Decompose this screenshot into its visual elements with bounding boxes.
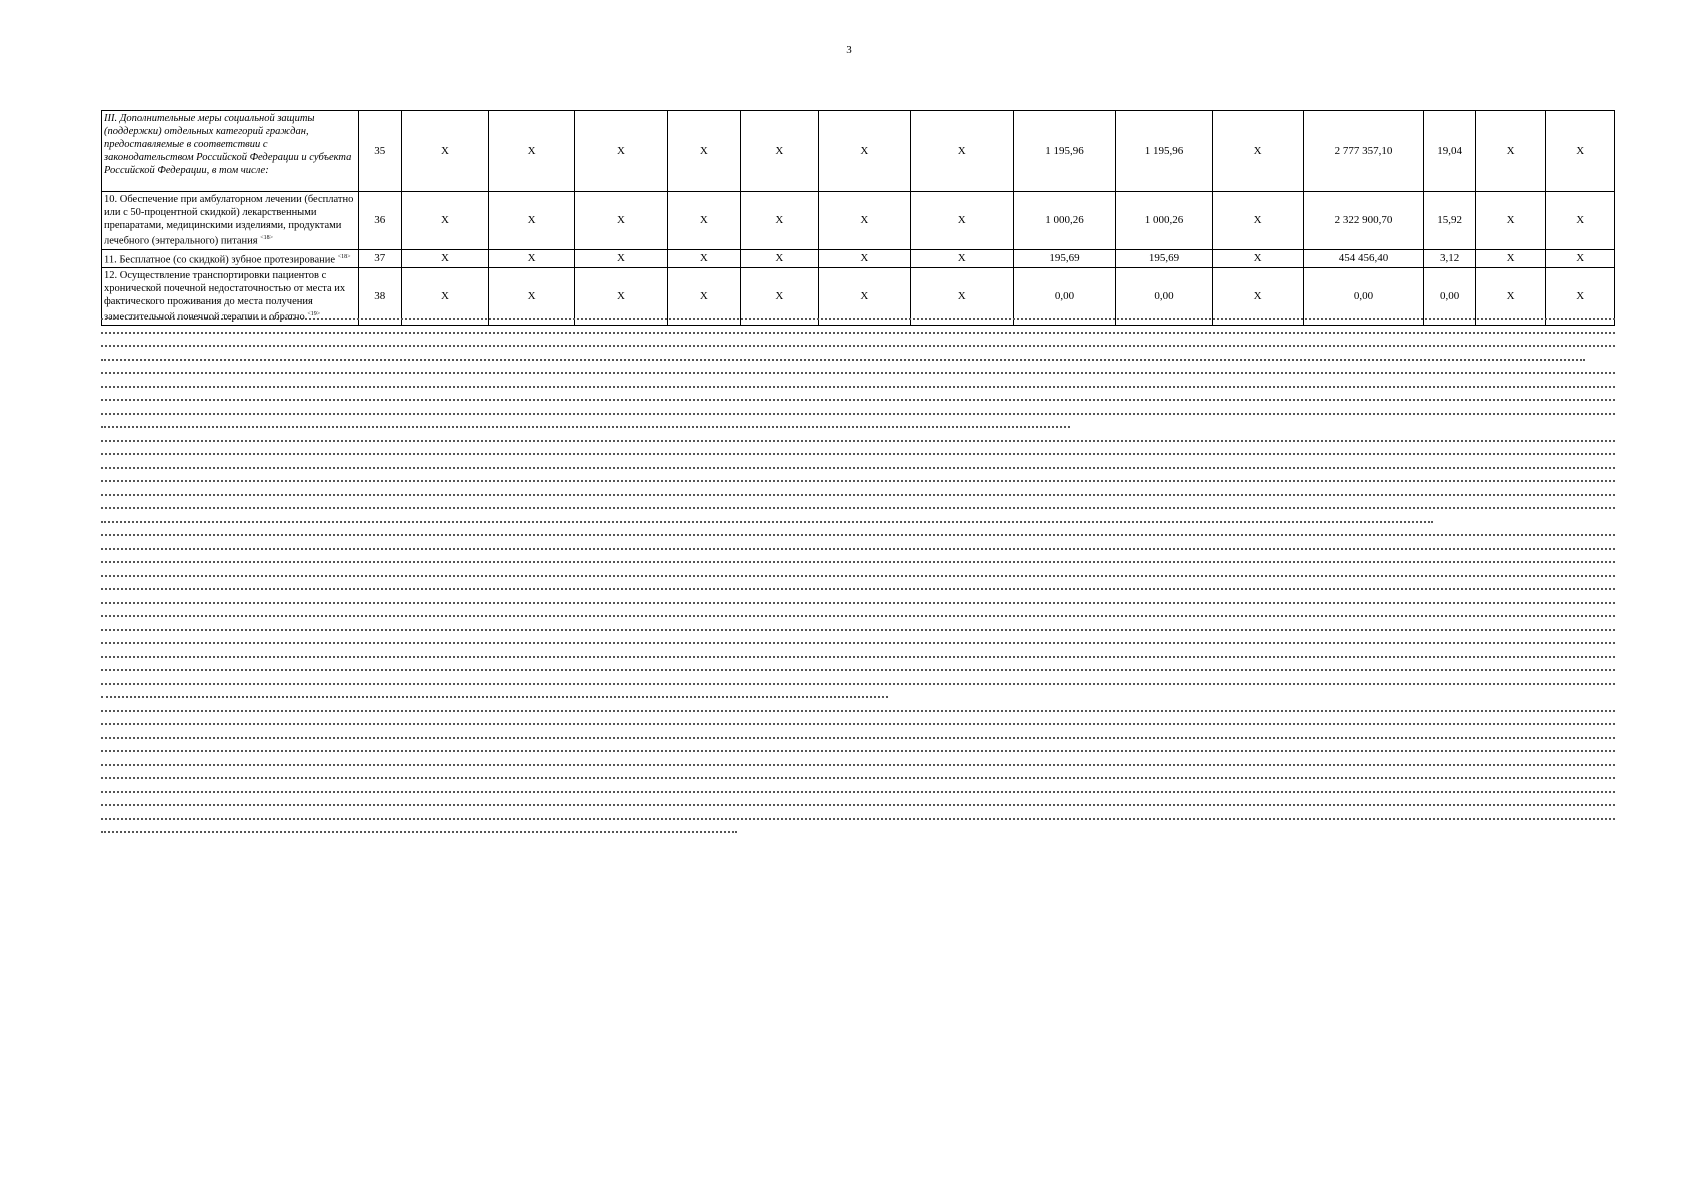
unreadable-text-line	[101, 764, 1615, 773]
unreadable-text-line	[101, 426, 1070, 435]
cell: 15,92	[1424, 192, 1475, 250]
row-label	[102, 249, 359, 268]
data-table	[101, 110, 1615, 326]
cell: X	[1475, 268, 1546, 326]
unreadable-text-line	[101, 818, 1615, 827]
row-label-text: 11. Бесплатное (со скидкой) зубное протезирование	[104, 254, 336, 265]
unreadable-text-line	[101, 737, 1615, 746]
unreadable-text-line	[101, 480, 1615, 489]
cell: 195,69	[1013, 249, 1116, 268]
unreadable-text-line	[101, 467, 1615, 476]
cell: X	[668, 268, 741, 326]
cell: X	[489, 192, 575, 250]
cell: X	[818, 268, 910, 326]
unreadable-text-line	[101, 750, 1615, 759]
unreadable-text-line	[101, 453, 1615, 462]
unreadable-text-line	[101, 723, 1615, 732]
row-label: III. Дополнительные меры социальной защиты (поддержки) отдельных категорий граждан, предоставляемые в соответствии с законодательством Российской Федерации и субъекта Российской Федерации, в том числе:	[102, 111, 359, 192]
unreadable-text-line	[101, 332, 1615, 341]
footnote	[101, 818, 1615, 841]
unreadable-text-line	[101, 777, 1615, 786]
cell: X	[740, 249, 818, 268]
unreadable-text-line	[101, 804, 1615, 813]
footnote-ref: <18>	[260, 235, 273, 241]
unreadable-text-line	[101, 669, 1615, 678]
page-number: 3	[846, 44, 852, 56]
cell: X	[1475, 249, 1546, 268]
cell: 3,12	[1424, 249, 1475, 268]
unreadable-text-line	[101, 440, 1615, 449]
cell: X	[574, 268, 667, 326]
cell: X	[1546, 192, 1615, 250]
cell: X	[1212, 249, 1303, 268]
cell: X	[1212, 111, 1303, 192]
cell: X	[1475, 111, 1546, 192]
cell: 195,69	[1116, 249, 1212, 268]
footnote	[101, 737, 1615, 787]
cell: 1 000,26	[1116, 192, 1212, 250]
cell: X	[1212, 192, 1303, 250]
cell: X	[574, 249, 667, 268]
cell: X	[489, 268, 575, 326]
cell: X	[574, 111, 667, 192]
table-row	[102, 111, 1615, 192]
cell: X	[818, 249, 910, 268]
cell: X	[668, 111, 741, 192]
footnote	[101, 669, 1615, 705]
unreadable-text-line	[101, 629, 1615, 638]
cell: 0,00	[1424, 268, 1475, 326]
unreadable-text-line	[101, 575, 1615, 584]
cell: X	[401, 268, 489, 326]
cell: 454 456,40	[1303, 249, 1424, 268]
cell: X	[489, 111, 575, 192]
row-label-text: 10. Обеспечение при амбулаторном лечении (бесплатно или с 50-процентной скидкой) лекарственными препаратами, медицинскими изделиями, продуктами лечебного (энтерального) питания	[104, 194, 354, 247]
cell: X	[910, 249, 1013, 268]
unreadable-text-line	[101, 696, 888, 705]
cell: 1 195,96	[1013, 111, 1116, 192]
cell: X	[1546, 249, 1615, 268]
cell: 38	[358, 268, 401, 326]
unreadable-text-line	[101, 710, 1615, 719]
unreadable-text-line	[101, 507, 1615, 516]
cell: 19,04	[1424, 111, 1475, 192]
footnote-ref: <19>	[307, 311, 321, 317]
unreadable-text-line	[101, 642, 1615, 651]
footnote	[101, 440, 1615, 557]
unreadable-text-line	[101, 615, 1615, 624]
cell: X	[1212, 268, 1303, 326]
row-label	[102, 268, 359, 326]
footnote	[101, 710, 1615, 733]
unreadable-text-line	[101, 683, 1615, 692]
cell: X	[668, 192, 741, 250]
cell: X	[668, 249, 741, 268]
unreadable-text-line	[101, 602, 1615, 611]
cell: X	[740, 111, 818, 192]
unreadable-text-line	[101, 521, 1433, 530]
cell: 37	[358, 249, 401, 268]
cell: 0,00	[1116, 268, 1212, 326]
table-row	[102, 268, 1615, 326]
unreadable-text-line	[101, 372, 1615, 381]
unreadable-text-line	[101, 386, 1615, 395]
cell: X	[489, 249, 575, 268]
cell: 36	[358, 192, 401, 250]
cell: X	[910, 192, 1013, 250]
footnote	[101, 791, 1615, 814]
cell: X	[740, 192, 818, 250]
cell: X	[910, 111, 1013, 192]
unreadable-text-line	[101, 588, 1615, 597]
cell: X	[401, 111, 489, 192]
cell: 0,00	[1013, 268, 1116, 326]
footnote	[101, 615, 1615, 665]
unreadable-text-line	[101, 548, 1615, 557]
table-row	[102, 192, 1615, 250]
cell: 35	[358, 111, 401, 192]
cell: 2 322 900,70	[1303, 192, 1424, 250]
cell: X	[1546, 111, 1615, 192]
unreadable-text-line	[101, 494, 1615, 503]
cell: X	[818, 192, 910, 250]
unreadable-text-line	[101, 791, 1615, 800]
unreadable-text-line	[101, 561, 1615, 570]
cell: 1 000,26	[1013, 192, 1116, 250]
unreadable-text-line	[101, 656, 1615, 665]
row-label-text: 12. Осуществление транспортировки пациентов с хронической почечной недостаточностью от места их фактического проживания до места получения заместительной почечной терапии и обратно	[104, 270, 346, 323]
footnote-ref: <18>	[337, 253, 351, 260]
footnote	[101, 561, 1615, 611]
unreadable-text-line	[101, 534, 1615, 543]
cell: 0,00	[1303, 268, 1424, 326]
cell: X	[401, 249, 489, 268]
cell: X	[910, 268, 1013, 326]
cell: X	[574, 192, 667, 250]
cell: X	[401, 192, 489, 250]
unreadable-text-line	[101, 413, 1615, 422]
unreadable-text-line	[101, 345, 1615, 354]
table-row	[102, 249, 1615, 268]
row-label	[102, 192, 359, 250]
unreadable-text-line	[101, 831, 737, 840]
cell: X	[1546, 268, 1615, 326]
cell: 1 195,96	[1116, 111, 1212, 192]
unreadable-text-line	[101, 359, 1585, 368]
unreadable-text-line	[101, 318, 1615, 327]
cell: X	[1475, 192, 1546, 250]
cell: X	[740, 268, 818, 326]
footnotes	[101, 318, 1615, 845]
cell: 2 777 357,10	[1303, 111, 1424, 192]
unreadable-text-line	[101, 399, 1615, 408]
cell: X	[818, 111, 910, 192]
footnote	[101, 318, 1615, 435]
